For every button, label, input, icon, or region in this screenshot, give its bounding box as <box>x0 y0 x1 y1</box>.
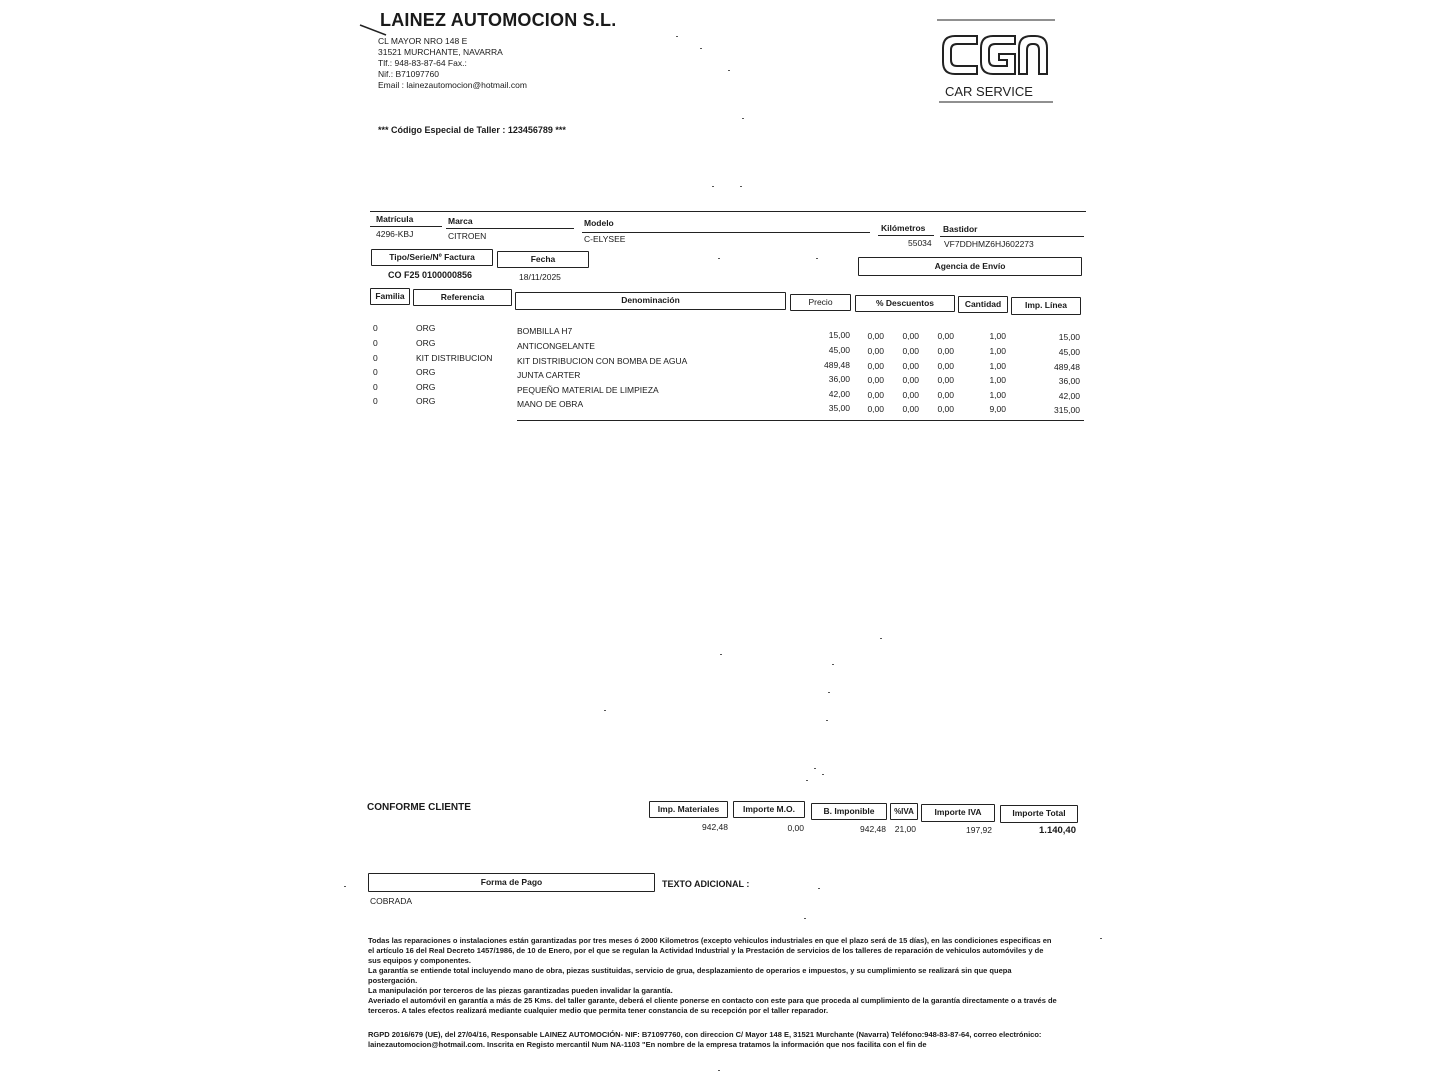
cell-d1: 0,00 <box>867 390 884 400</box>
cell-referencia: ORG <box>416 367 436 377</box>
legal-paragraph: Todas las reparaciones o instalaciones están garantizadas por tres meses ó 2000 Kilometros (excepto vehiculos industriales en que el plazo será de 15 días), en las condiciones especificas en el artículo 16 del Real Decreto 1457/1986, de 10 de Enero, por el que se regulan la Actividad Industrial y la Prestación de servicios de los talleres de reparación de vehiculos automóviles y de sus equipos y componentes. <box>368 936 1052 965</box>
label-texto-adicional: TEXTO ADICIONAL : <box>662 879 750 889</box>
total-iva: 197,92 <box>966 825 992 835</box>
rgpd-text: RGPD 2016/679 (UE), del 27/04/16, Responsable LAINEZ AUTOMOCIÓN- NIF: B71097760, con direccion C/ Mayor 148 E, 31521 Murchante (Navarra) Teléfono:948-83-87-64, correo electrónico: lainezautomocion@hotmail.com. Inscrita en Registo mercantil Num NA-1103 "En nombre de la empresa tratamos la información que nos facilita con el fin de <box>368 1030 1042 1049</box>
label-tipo-factura: Tipo/Serie/Nº Factura <box>371 249 493 266</box>
conforme-cliente: CONFORME CLIENTE <box>367 802 471 813</box>
cell-d2: 0,00 <box>902 361 919 371</box>
label-importe-iva: Importe IVA <box>921 804 995 822</box>
cell-d3: 0,00 <box>937 361 954 371</box>
cell-d2: 0,00 <box>902 331 919 341</box>
label-bastidor: Bastidor <box>943 224 978 234</box>
total-iva-pct: 21,00 <box>894 824 916 834</box>
cell-cantidad: 1,00 <box>989 331 1006 341</box>
company-name: LAINEZ AUTOMOCION S.L. <box>380 10 617 30</box>
cell-denominacion: KIT DISTRIBUCION CON BOMBA DE AGUA <box>517 356 688 366</box>
special-code: *** Código Especial de Taller : 123456789 *** <box>378 125 566 135</box>
col-descuentos: % Descuentos <box>855 295 955 312</box>
cell-cantidad: 1,00 <box>989 390 1006 400</box>
cell-familia: 0 <box>373 396 378 406</box>
cell-denominacion: PEQUEÑO MATERIAL DE LIMPIEZA <box>517 385 659 395</box>
cell-precio: 42,00 <box>828 389 850 399</box>
cell-d2: 0,00 <box>902 375 919 385</box>
company-city: 31521 MURCHANTE, NAVARRA <box>378 47 503 57</box>
cell-d3: 0,00 <box>937 404 954 414</box>
cell-referencia: ORG <box>416 323 436 333</box>
label-importe-mo: Importe M.O. <box>733 801 805 818</box>
cell-familia: 0 <box>373 353 378 363</box>
logo-subtitle: CAR SERVICE <box>945 84 1033 99</box>
cell-importe: 45,00 <box>1058 347 1080 357</box>
total-mo: 0,00 <box>787 823 804 833</box>
vehicle-matricula: 4296-KBJ <box>376 229 414 239</box>
cell-importe: 36,00 <box>1058 376 1080 386</box>
cell-familia: 0 <box>373 323 378 333</box>
total-materiales: 942,48 <box>702 822 728 832</box>
cga-logo <box>935 18 1057 106</box>
total-base: 942,48 <box>860 824 886 834</box>
cell-denominacion: JUNTA CARTER <box>517 370 581 380</box>
col-referencia: Referencia <box>413 289 512 306</box>
cell-denominacion: MANO DE OBRA <box>517 399 584 409</box>
cell-precio: 35,00 <box>828 403 850 413</box>
cell-importe: 15,00 <box>1058 332 1080 342</box>
cell-d2: 0,00 <box>902 346 919 356</box>
col-precio: Precio <box>790 294 851 311</box>
payment-value: COBRADA <box>370 896 413 906</box>
label-iva-pct: %IVA <box>890 803 918 820</box>
cell-denominacion: BOMBILLA H7 <box>517 326 573 336</box>
legal-text <box>368 936 1058 1016</box>
legal-paragraph: La manipulación por terceros de las piezas garantizadas pueden invalidar la garantía. <box>368 986 673 995</box>
cell-d3: 0,00 <box>937 390 954 400</box>
cell-d3: 0,00 <box>937 346 954 356</box>
cell-d1: 0,00 <box>867 346 884 356</box>
cell-cantidad: 1,00 <box>989 346 1006 356</box>
cga-logo-icon <box>935 18 1057 106</box>
col-denominacion: Denominación <box>515 292 786 310</box>
cell-cantidad: 1,00 <box>989 361 1006 371</box>
cell-d2: 0,00 <box>902 390 919 400</box>
cell-precio: 489,48 <box>824 360 850 370</box>
label-marca: Marca <box>448 216 473 226</box>
cell-precio: 36,00 <box>828 374 850 384</box>
label-kilometros: Kilómetros <box>881 223 926 233</box>
label-importe-total: Importe Total <box>1000 805 1078 823</box>
cell-importe: 42,00 <box>1058 391 1080 401</box>
cell-cantidad: 1,00 <box>989 375 1006 385</box>
cell-importe: 315,00 <box>1054 405 1080 415</box>
cell-familia: 0 <box>373 338 378 348</box>
vehicle-km: 55034 <box>908 238 932 248</box>
invoice-date: 18/11/2025 <box>519 272 561 282</box>
cell-d1: 0,00 <box>867 361 884 371</box>
company-nif: Nif.: B71097760 <box>378 69 439 79</box>
label-forma-pago: Forma de Pago <box>368 873 655 892</box>
label-imp-materiales: Imp. Materiales <box>649 801 728 818</box>
company-address: CL MAYOR NRO 148 E <box>378 36 468 46</box>
label-modelo: Modelo <box>584 218 614 228</box>
cell-referencia: KIT DISTRIBUCION <box>416 353 493 363</box>
vehicle-bastidor: VF7DDHMZ6HJ602273 <box>944 239 1034 249</box>
cell-d1: 0,00 <box>867 331 884 341</box>
total-importe: 1.140,40 <box>1039 825 1076 836</box>
cell-referencia: ORG <box>416 338 436 348</box>
cell-referencia: ORG <box>416 382 436 392</box>
cell-familia: 0 <box>373 367 378 377</box>
vehicle-marca: CITROEN <box>448 231 487 241</box>
cell-referencia: ORG <box>416 396 436 406</box>
label-base-imponible: B. Imponible <box>811 803 887 820</box>
cell-precio: 15,00 <box>828 330 850 340</box>
cell-d1: 0,00 <box>867 375 884 385</box>
cell-importe: 489,48 <box>1054 362 1080 372</box>
label-matricula: Matrícula <box>376 214 414 224</box>
label-agencia-envio: Agencia de Envío <box>858 257 1082 276</box>
col-cantidad: Cantidad <box>958 296 1008 313</box>
cell-d3: 0,00 <box>937 375 954 385</box>
vehicle-modelo: C-ELYSEE <box>584 234 626 244</box>
cell-denominacion: ANTICONGELANTE <box>517 341 595 351</box>
legal-paragraph: Averiado el automóvil en garantía a más de 25 Kms. del taller garante, deberá el cliente ponerse en contacto con este para que proceda al cumplimiento de la garantía directamente o a través de terceros. A tales efectos realizará mediante cualquier medio que permita tener constancia de su recepción por el taller reparador. <box>368 996 1057 1015</box>
cell-d3: 0,00 <box>937 331 954 341</box>
cell-precio: 45,00 <box>828 345 850 355</box>
invoice-number: CO F25 0100000856 <box>388 270 473 280</box>
cell-d2: 0,00 <box>902 404 919 414</box>
cell-familia: 0 <box>373 382 378 392</box>
cell-d1: 0,00 <box>867 404 884 414</box>
company-phone: Tlf.: 948-83-87-64 Fax.: <box>378 58 467 68</box>
legal-paragraph: La garantía se entiende total incluyendo mano de obra, piezas sustituidas, servicio de grua, desplazamiento de operarios e impuestos, y su cumplimiento se realizará sin que quepa postergación. <box>368 966 1012 985</box>
col-imp-linea: Imp. Línea <box>1011 297 1081 315</box>
label-fecha: Fecha <box>497 251 589 268</box>
cell-cantidad: 9,00 <box>989 404 1006 414</box>
company-email: Email : lainezautomocion@hotmail.com <box>378 80 527 90</box>
col-familia: Familia <box>370 288 410 305</box>
